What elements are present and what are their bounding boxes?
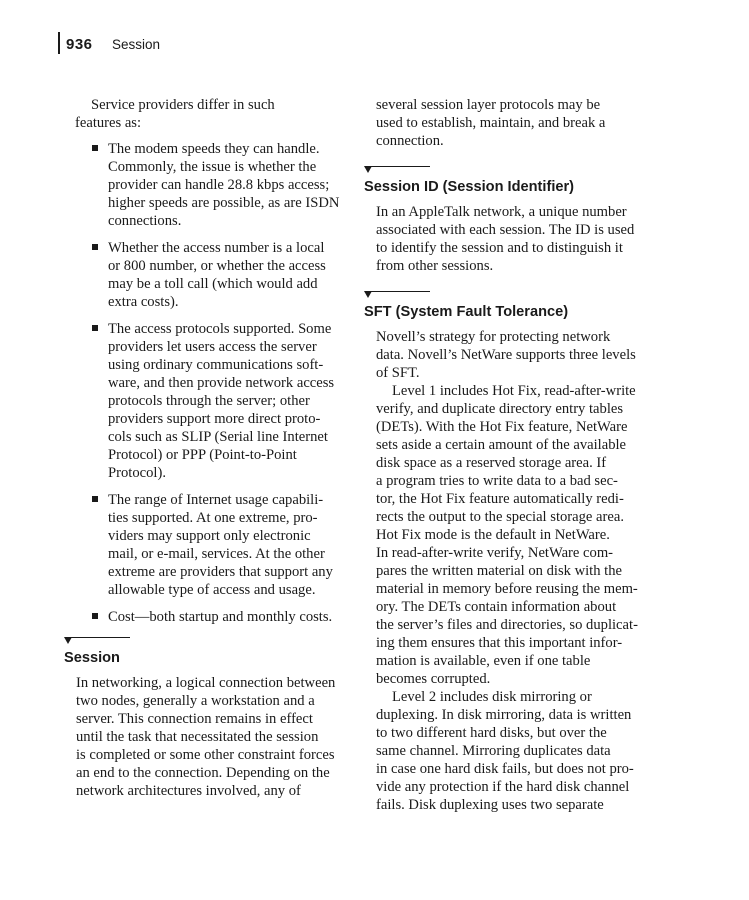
text-line: connections. (108, 213, 182, 229)
continuation-paragraph (376, 96, 641, 150)
text-line: material in memory before reusing the mem- (376, 581, 638, 597)
text-line: Level 2 includes disk mirroring or (392, 689, 592, 705)
text-line: data. Novell’s NetWare supports three levels (376, 347, 636, 363)
bullet-icon (92, 613, 98, 619)
text-line: may be a toll call (which would add (108, 276, 318, 292)
header-rule (58, 32, 60, 54)
text-line: features as: (75, 115, 142, 131)
entry-title: Session ID (Session Identifier) (364, 179, 575, 195)
text-line: (DETs). With the Hot Fix feature, NetWare (376, 419, 628, 435)
text-line: allowable type of access and usage. (108, 582, 316, 598)
text-line: higher speeds are possible, as are ISDN (108, 195, 340, 211)
entry-body (76, 674, 346, 800)
text-line: becomes corrupted. (376, 671, 491, 687)
text-line: The modem speeds they can handle. (108, 141, 320, 157)
text-line: viders may support only electronic (108, 528, 311, 544)
text-line: network architectures involved, any of (76, 783, 301, 799)
entry-session (64, 636, 346, 800)
text-line: ties supported. At one extreme, pro- (108, 510, 318, 526)
entry-head (364, 165, 641, 197)
text-line: tor, the Hot Fix feature automatically redi- (376, 491, 624, 507)
text-line: Cost—both startup and monthly costs. (108, 609, 333, 625)
text-line: an end to the connection. Depending on the (76, 765, 330, 781)
text-line: to identify the session and to distinguish it (376, 240, 623, 256)
text-line: two nodes, generally a workstation and a (76, 693, 315, 709)
text-line: Whether the access number is a local (108, 240, 325, 256)
text-line: disk space as a reserved storage area. If (376, 455, 607, 471)
text-line: providers let users access the server (108, 339, 317, 355)
text-line: connection. (376, 133, 444, 149)
text-line: mation is available, even if one table (376, 653, 591, 669)
list-item (76, 239, 346, 311)
list-item (76, 608, 346, 626)
text-line: or 800 number, or whether the access (108, 258, 326, 274)
entry-marker (64, 636, 346, 648)
text-line: used to establish, maintain, and break a (376, 115, 606, 131)
text-line: duplexing. In disk mirroring, data is written (376, 707, 632, 723)
text-line: cols such as SLIP (Serial line Internet (108, 429, 328, 445)
text-line: extreme are providers that support any (108, 564, 333, 580)
triangle-marker-icon (64, 637, 72, 644)
text-line: verify, and duplicate directory entry tables (376, 401, 624, 417)
text-line: Level 1 includes Hot Fix, read-after-write (392, 383, 636, 399)
text-line: ory. The DETs contain information about (376, 599, 617, 615)
text-line: associated with each session. The ID is used (376, 222, 635, 238)
text-line: Hot Fix mode is the default in NetWare. (376, 527, 610, 543)
text-line: ing them ensures that this important infor- (376, 635, 623, 651)
text-line: protocols through the server; other (108, 393, 310, 409)
text-line: Service providers differ in such (91, 97, 275, 113)
triangle-marker-icon (364, 291, 372, 298)
bullet-icon (92, 244, 98, 250)
bullet-list (76, 140, 346, 626)
marker-rule (68, 637, 130, 638)
text-line: same channel. Mirroring duplicates data (376, 743, 611, 759)
list-item (76, 140, 346, 230)
entry-body (376, 328, 641, 382)
entry-title: Session (64, 650, 120, 666)
text-line: from other sessions. (376, 258, 494, 274)
entry-paragraph (376, 382, 641, 688)
text-line: of SFT. (376, 365, 420, 381)
entry-title: SFT (System Fault Tolerance) (364, 304, 569, 320)
text-line: in case one hard disk fails, but does not pro- (376, 761, 634, 777)
entry-body (376, 203, 641, 275)
text-line: sets aside a certain amount of the available (376, 437, 627, 453)
text-line: to two different hard disks, but over the (376, 725, 607, 741)
bullet-icon (92, 325, 98, 331)
entry-session-id (364, 165, 641, 275)
bullet-icon (92, 145, 98, 151)
list-item (76, 320, 346, 482)
text-line: a program tries to write data to a bad sec- (376, 473, 618, 489)
text-line: In an AppleTalk network, a unique number (376, 204, 627, 220)
text-line: is completed or some other constraint forces (76, 747, 335, 763)
entry-marker (364, 165, 641, 177)
text-line: In networking, a logical connection between (76, 675, 336, 691)
triangle-marker-icon (364, 166, 372, 173)
text-line: vide any protection if the hard disk channel (376, 779, 630, 795)
text-line: pares the written material on disk with the (376, 563, 622, 579)
page-number: 936 (66, 36, 93, 53)
text-line: In read-after-write verify, NetWare com- (376, 545, 614, 561)
entry-paragraph (376, 688, 641, 814)
marker-rule (368, 291, 430, 292)
text-line: server. This connection remains in effect (76, 711, 313, 727)
text-line: The range of Internet usage capabili- (108, 492, 324, 508)
intro-paragraph (75, 96, 346, 132)
text-line: provider can handle 28.8 kbps access; (108, 177, 330, 193)
text-line: providers support more direct proto- (108, 411, 321, 427)
text-line: Commonly, the issue is whether the (108, 159, 317, 175)
text-line: Novell’s strategy for protecting network (376, 329, 611, 345)
entry-marker (364, 290, 641, 302)
text-line: several session layer protocols may be (376, 97, 601, 113)
text-line: ware, and then provide network access (108, 375, 335, 391)
entry-head (364, 290, 641, 322)
left-column (64, 96, 346, 800)
text-line: the server’s files and directories, so duplicat- (376, 617, 638, 633)
text-line: The access protocols supported. Some (108, 321, 332, 337)
list-item (76, 491, 346, 599)
text-line: Protocol) or PPP (Point-to-Point (108, 447, 297, 463)
entry-sft (364, 290, 641, 814)
text-line: fails. Disk duplexing uses two separate (376, 797, 604, 813)
text-line: Protocol). (108, 465, 166, 481)
bullet-icon (92, 496, 98, 502)
right-column (364, 96, 641, 814)
text-line: until the task that necessitated the session (76, 729, 319, 745)
text-line: mail, or e-mail, services. At the other (108, 546, 325, 562)
text-line: extra costs). (108, 294, 179, 310)
text-line: rects the output to the special storage area. (376, 509, 624, 525)
text-line: using ordinary communications soft- (108, 357, 324, 373)
entry-head (64, 636, 346, 668)
running-head: Session (112, 37, 161, 52)
marker-rule (368, 166, 430, 167)
